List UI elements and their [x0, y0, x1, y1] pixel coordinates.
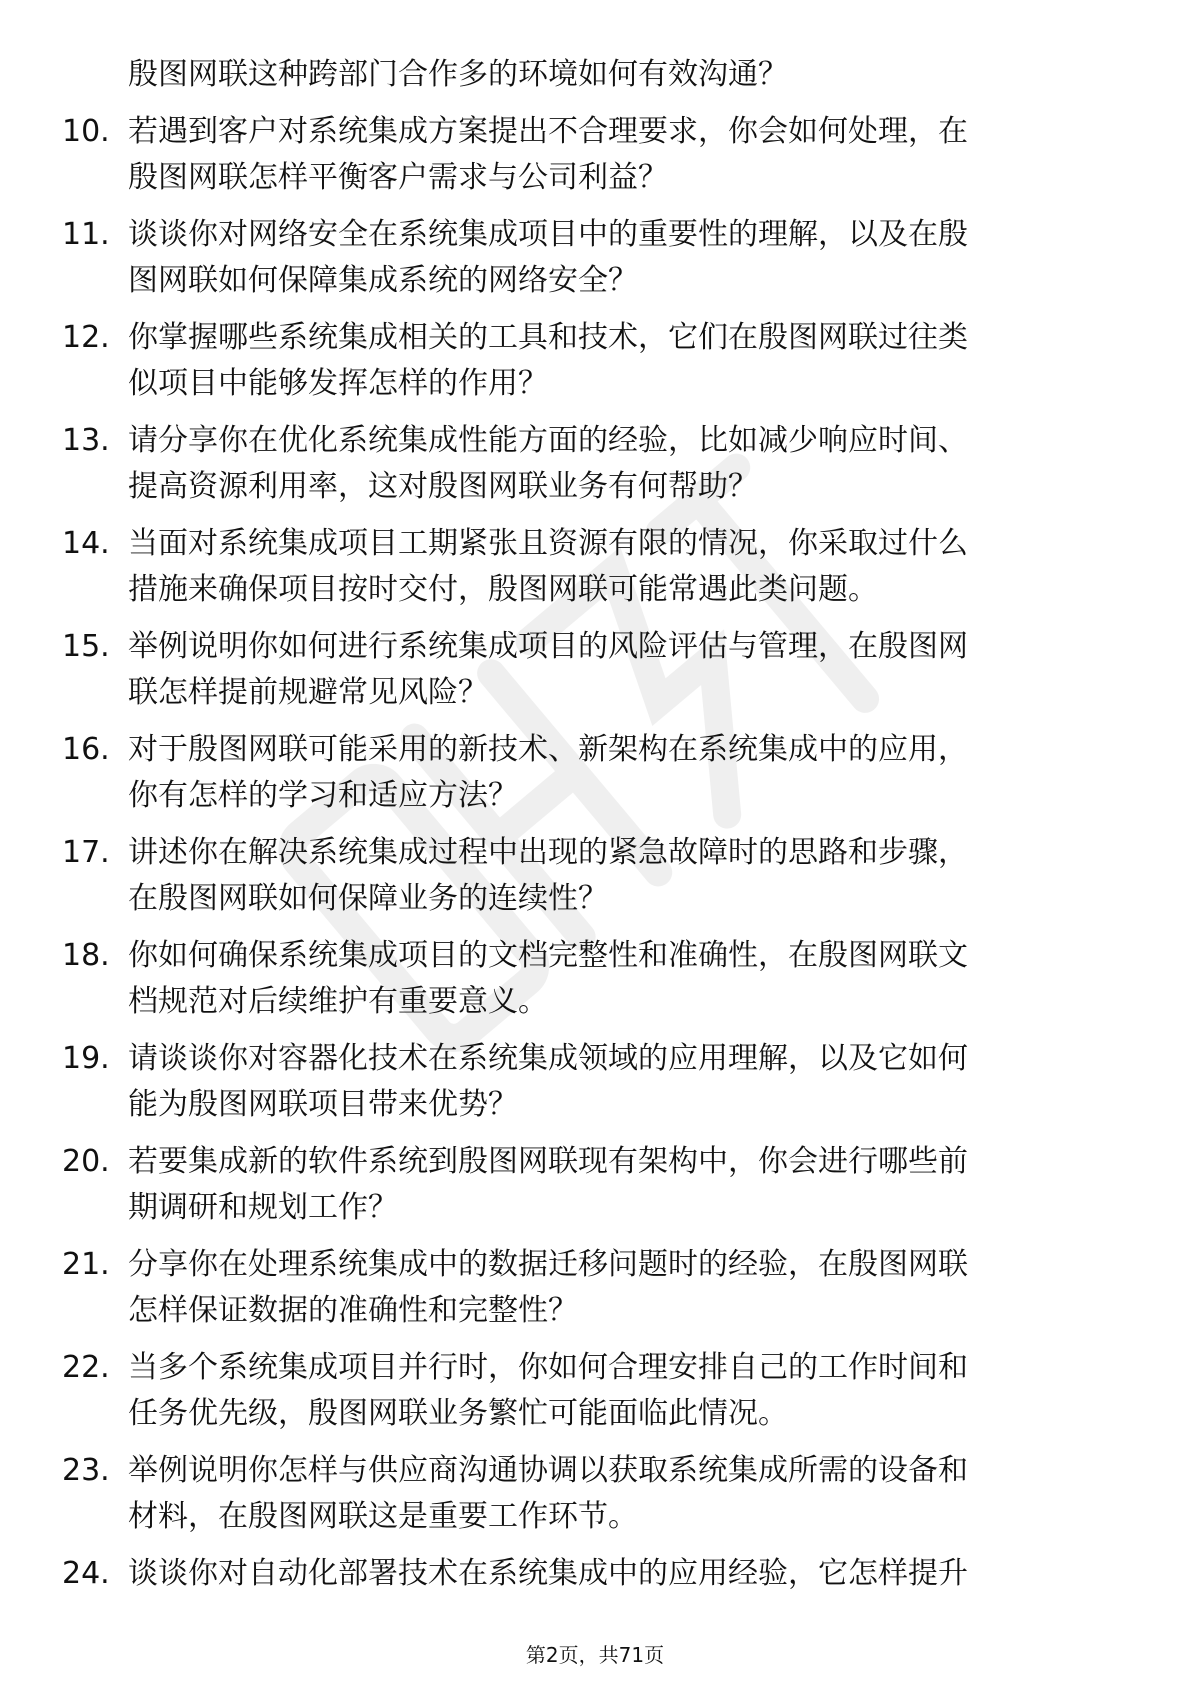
- question-text: [128, 1551, 1122, 1597]
- question-text: [128, 1036, 1122, 1128]
- question-text: [128, 1345, 1122, 1437]
- question-number: 20.: [62, 1144, 110, 1179]
- question-item-23: [62, 1448, 1122, 1540]
- question-line: 讲述你在解决系统集成过程中出现的紧急故障时的思路和步骤，: [128, 835, 968, 870]
- question-text: [128, 418, 1122, 510]
- question-text: [128, 212, 1122, 304]
- question-number: 13.: [62, 423, 110, 458]
- question-line: 能为殷图网联项目带来优势？: [128, 1087, 518, 1122]
- question-line: 措施来确保项目按时交付，殷图网联可能常遇此类问题。: [128, 572, 878, 607]
- question-item-21: [62, 1242, 1122, 1334]
- question-number: 17.: [62, 835, 110, 870]
- question-line: 谈谈你对自动化部署技术在系统集成中的应用经验，它怎样提升: [128, 1556, 968, 1591]
- question-line: 举例说明你怎样与供应商沟通协调以获取系统集成所需的设备和: [128, 1453, 968, 1488]
- question-line: 对于殷图网联可能采用的新技术、新架构在系统集成中的应用，: [128, 732, 968, 767]
- question-text: [128, 521, 1122, 613]
- question-number: 21.: [62, 1247, 110, 1282]
- question-line: 殷图网联怎样平衡客户需求与公司利益？: [128, 160, 668, 195]
- question-line: 联怎样提前规避常见风险？: [128, 675, 488, 710]
- question-content: [62, 52, 1122, 1608]
- question-item-10: [62, 109, 1122, 201]
- question-item-16: [62, 727, 1122, 819]
- question-number: 19.: [62, 1041, 110, 1076]
- question-number: 10.: [62, 114, 110, 149]
- question-number: 18.: [62, 938, 110, 973]
- page-footer: 第2页，共71页: [525, 1643, 665, 1667]
- question-number: 11.: [62, 217, 110, 252]
- question-item-15: [62, 624, 1122, 716]
- question-number: 16.: [62, 732, 110, 767]
- question-line: 你如何确保系统集成项目的文档完整性和准确性，在殷图网联文: [128, 938, 968, 973]
- question-text: [128, 727, 1122, 819]
- question-item-17: [62, 830, 1122, 922]
- question-line: 当多个系统集成项目并行时，你如何合理安排自己的工作时间和: [128, 1350, 968, 1385]
- question-number: 15.: [62, 629, 110, 664]
- question-line: 你有怎样的学习和适应方法？: [128, 778, 518, 813]
- question-line: 任务优先级，殷图网联业务繁忙可能面临此情况。: [128, 1396, 788, 1431]
- question-number: 23.: [62, 1453, 110, 1488]
- question-line: 在殷图网联如何保障业务的连续性？: [128, 881, 608, 916]
- question-text: [128, 315, 1122, 407]
- question-item-22: [62, 1345, 1122, 1437]
- question-line: 当面对系统集成项目工期紧张且资源有限的情况，你采取过什么: [128, 526, 968, 561]
- question-item-18: [62, 933, 1122, 1025]
- question-line: 举例说明你如何进行系统集成项目的风险评估与管理，在殷图网: [128, 629, 968, 664]
- question-item-24: [62, 1551, 1122, 1597]
- question-line: 材料，在殷图网联这是重要工作环节。: [128, 1499, 638, 1534]
- question-number: 22.: [62, 1350, 110, 1385]
- question-number: 12.: [62, 320, 110, 355]
- question-line: 请分享你在优化系统集成性能方面的经验，比如减少响应时间、: [128, 423, 968, 458]
- question-text: [128, 1448, 1122, 1540]
- question-line: 似项目中能够发挥怎样的作用？: [128, 366, 548, 401]
- question-text: [128, 109, 1122, 201]
- continuation-line: 殷图网联这种跨部门合作多的环境如何有效沟通？: [128, 57, 788, 92]
- question-line: 图网联如何保障集成系统的网络安全？: [128, 263, 638, 298]
- question-item-11: [62, 212, 1122, 304]
- question-item-12: [62, 315, 1122, 407]
- question-item-19: [62, 1036, 1122, 1128]
- question-text: [128, 1242, 1122, 1334]
- question-line: 分享你在处理系统集成中的数据迁移问题时的经验，在殷图网联: [128, 1247, 968, 1282]
- question-line: 若要集成新的软件系统到殷图网联现有架构中，你会进行哪些前: [128, 1144, 968, 1179]
- question-text: [128, 1139, 1122, 1231]
- question-number: 24.: [62, 1556, 110, 1591]
- question-item-20: [62, 1139, 1122, 1231]
- question-line: 期调研和规划工作？: [128, 1190, 398, 1225]
- question-line: 怎样保证数据的准确性和完整性？: [128, 1293, 578, 1328]
- question-line: 请谈谈你对容器化技术在系统集成领域的应用理解，以及它如何: [128, 1041, 968, 1076]
- question-line: 档规范对后续维护有重要意义。: [128, 984, 548, 1019]
- question-item-14: [62, 521, 1122, 613]
- question-text: [128, 933, 1122, 1025]
- question-text: [128, 624, 1122, 716]
- question-text: [128, 830, 1122, 922]
- question-list: [62, 109, 1122, 1597]
- question-line: 你掌握哪些系统集成相关的工具和技术，它们在殷图网联过往类: [128, 320, 968, 355]
- question-item-13: [62, 418, 1122, 510]
- question-line: 若遇到客户对系统集成方案提出不合理要求，你会如何处理，在: [128, 114, 968, 149]
- question-line: 提高资源利用率，这对殷图网联业务有何帮助？: [128, 469, 758, 504]
- question-number: 14.: [62, 526, 110, 561]
- question-line: 谈谈你对网络安全在系统集成项目中的重要性的理解，以及在殷: [128, 217, 968, 252]
